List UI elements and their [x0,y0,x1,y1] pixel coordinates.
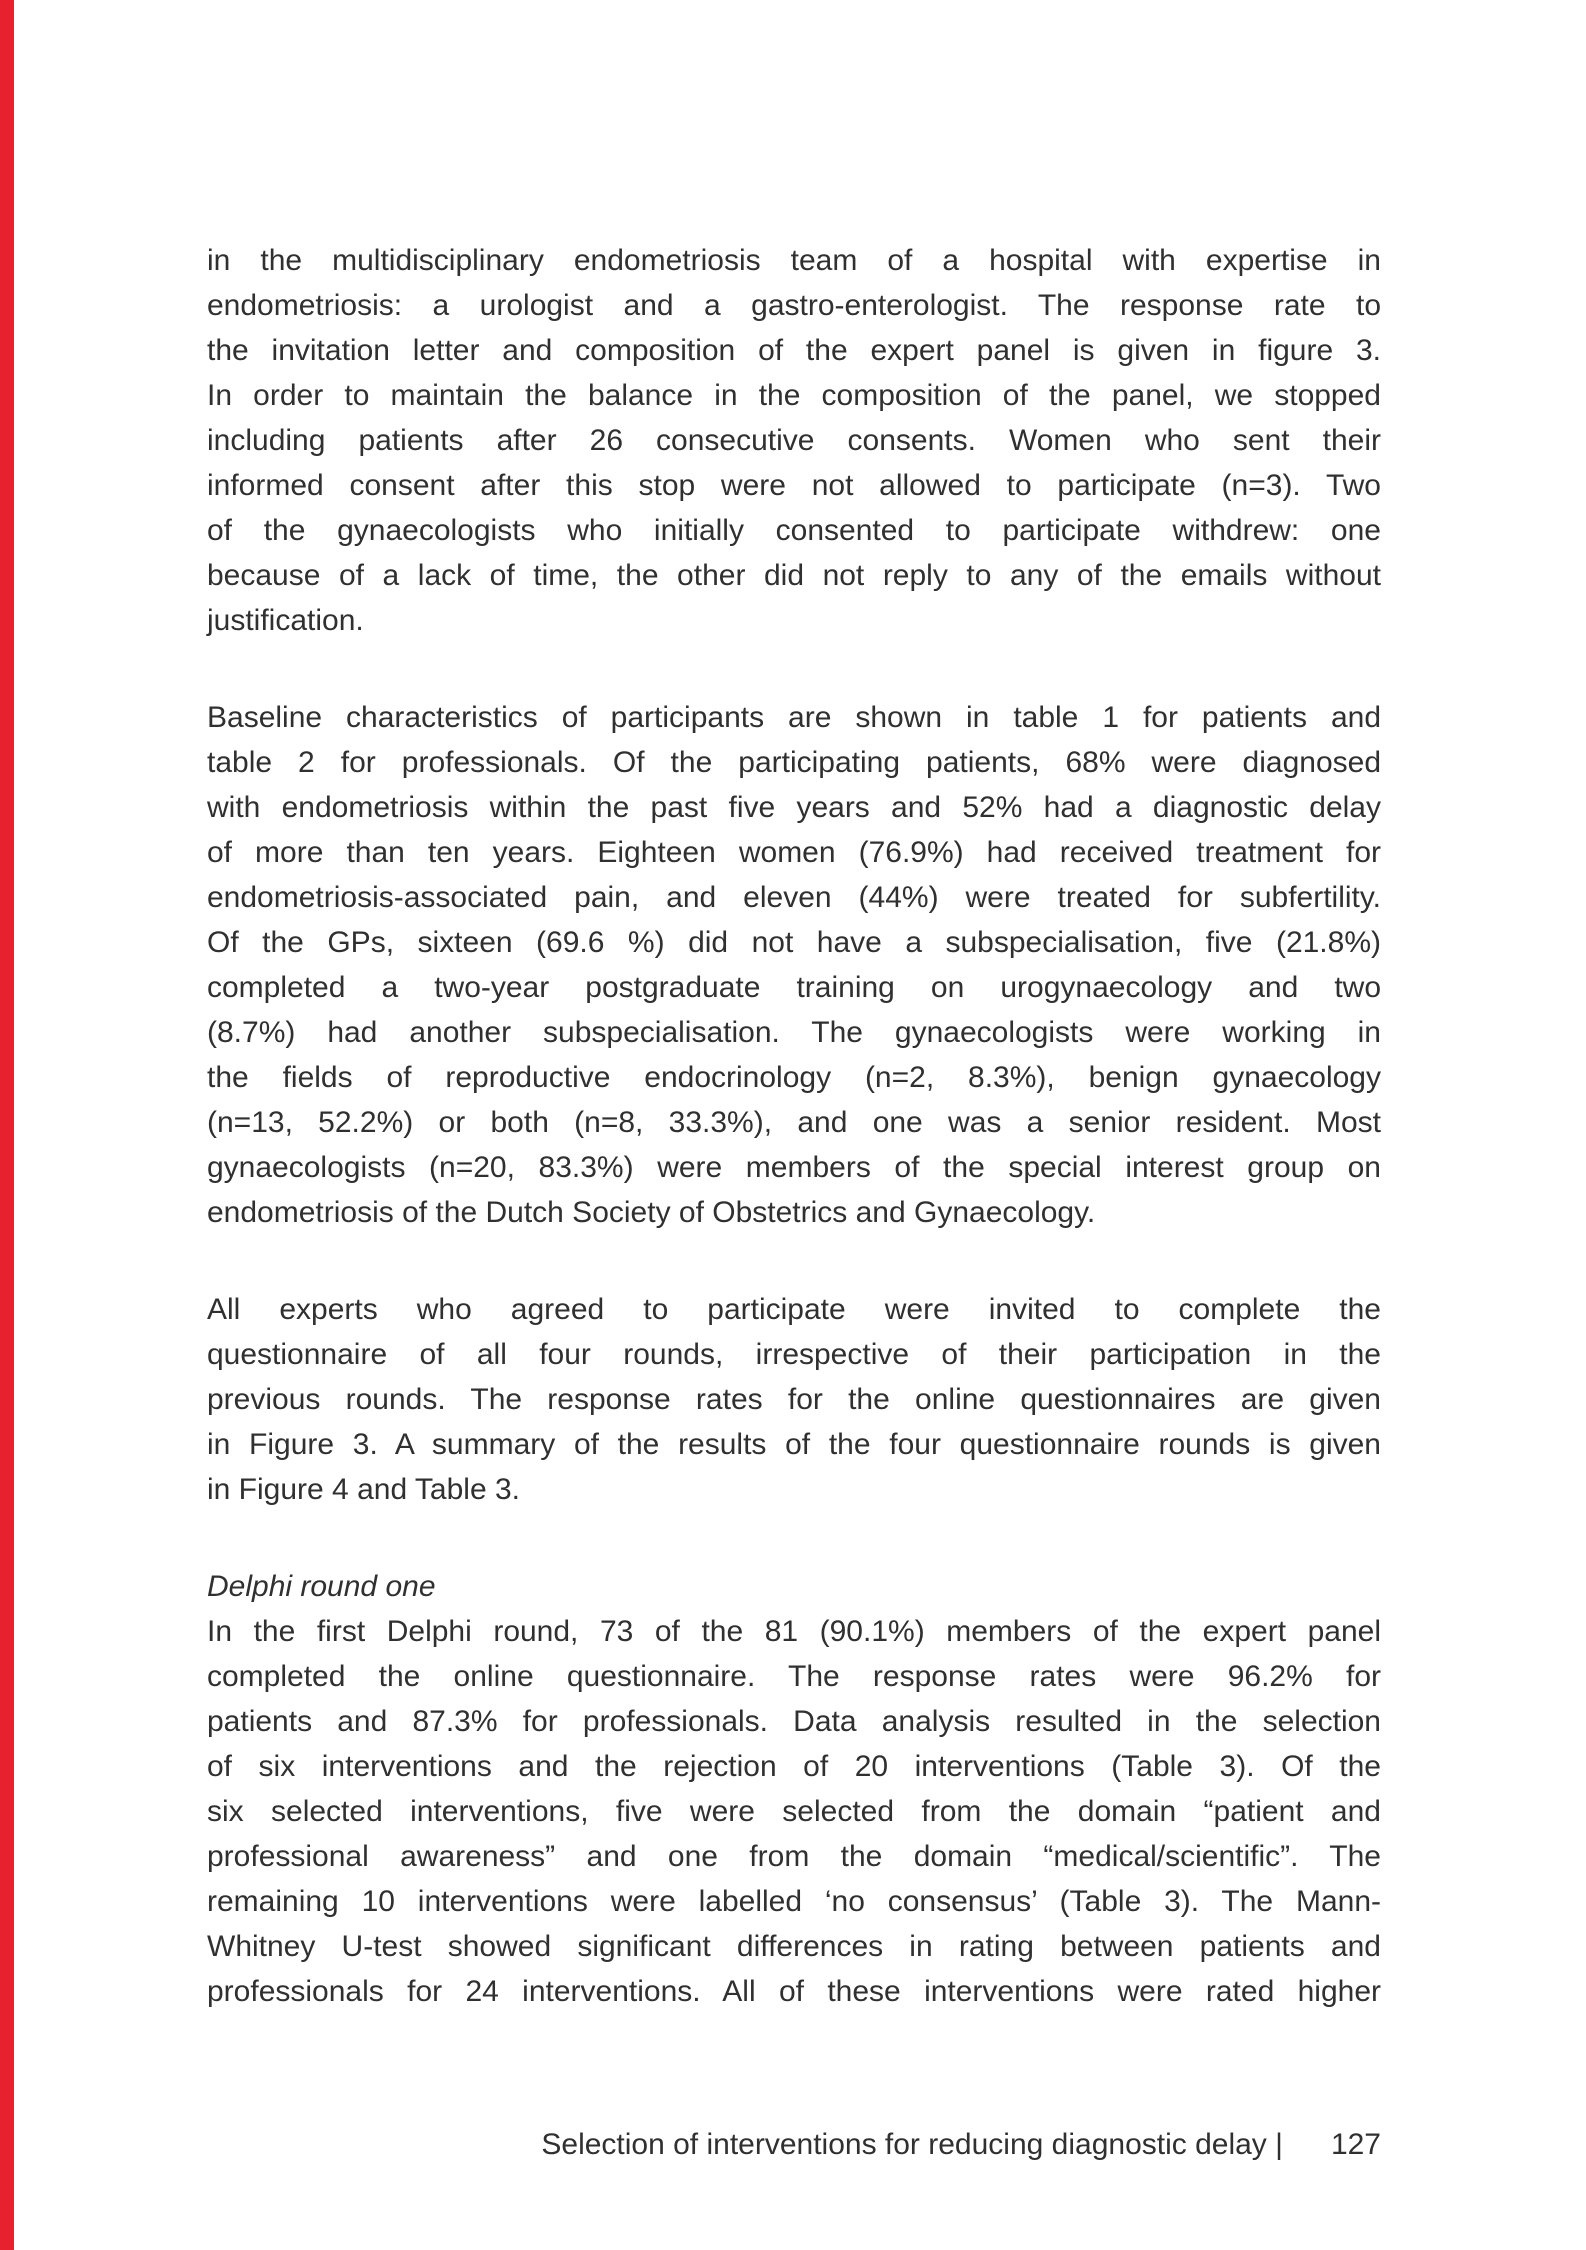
text-line: six selected interventions, five were selected from the domain “patient and [207,1795,1381,1828]
text-line: All experts who agreed to participate were invited to complete the [207,1293,1381,1326]
text-line: Whitney U-test showed significant differences in rating between patients and [207,1930,1381,1963]
text-line: of more than ten years. Eighteen women (76.9%) had received treatment for [207,836,1381,869]
text-line: justification. [207,604,364,637]
text-line: previous rounds. The response rates for the online questionnaires are given [207,1383,1381,1416]
text-line: in Figure 3. A summary of the results of the four questionnaire rounds is given [207,1428,1381,1461]
chapter-color-stripe [0,0,14,2250]
text-line: of six interventions and the rejection of 20 interventions (Table 3). Of the [207,1750,1381,1783]
text-line: in Figure 4 and Table 3. [207,1473,520,1506]
text-line: endometriosis of the Dutch Society of Obstetrics and Gynaecology. [207,1196,1096,1229]
paragraph-3 [207,1287,1381,1512]
text-line: in the multidisciplinary endometriosis team of a hospital with expertise in [207,244,1381,277]
text-line: the invitation letter and composition of the expert panel is given in figure 3. [207,334,1381,367]
text-line: because of a lack of time, the other did not reply to any of the emails without [207,559,1381,592]
paragraph-4 [207,1609,1381,2014]
text-line: In the first Delphi round, 73 of the 81 (90.1%) members of the expert panel [207,1615,1381,1648]
text-line: In order to maintain the balance in the composition of the panel, we stopped [207,379,1381,412]
text-line: (n=13, 52.2%) or both (n=8, 33.3%), and one was a senior resident. Most [207,1106,1381,1139]
text-line: remaining 10 interventions were labelled ‘no consensus’ (Table 3). The Mann- [207,1885,1381,1918]
running-title: Selection of interventions for reducing diagnostic delay | [541,2128,1283,2161]
text-line: professional awareness” and one from the domain “medical/scientific”. The [207,1840,1381,1873]
text-line: questionnaire of all four rounds, irrespective of their participation in the [207,1338,1381,1371]
text-line: professionals for 24 interventions. All of these interventions were rated higher [207,1975,1381,2008]
text-line: endometriosis: a urologist and a gastro-enterologist. The response rate to [207,289,1381,322]
text-line: patients and 87.3% for professionals. Data analysis resulted in the selection [207,1705,1381,1738]
text-line: of the gynaecologists who initially consented to participate withdrew: one [207,514,1381,547]
text-line: including patients after 26 consecutive consents. Women who sent their [207,424,1381,457]
text-line: table 2 for professionals. Of the participating patients, 68% were diagnosed [207,746,1381,779]
text-line: Delphi round one [207,1570,436,1603]
page-footer [207,2122,1381,2167]
text-line: endometriosis-associated pain, and eleven (44%) were treated for subfertility. [207,881,1381,914]
paragraph-1 [207,238,1381,643]
text-line: completed the online questionnaire. The response rates were 96.2% for [207,1660,1381,1693]
text-line: informed consent after this stop were not allowed to participate (n=3). Two [207,469,1381,502]
text-column [207,238,1381,2014]
text-line: Of the GPs, sixteen (69.6 %) did not have a subspecialisation, five (21.8%) [207,926,1381,959]
text-line: gynaecologists (n=20, 83.3%) were members of the special interest group on [207,1151,1381,1184]
paragraph-2 [207,695,1381,1235]
text-line: (8.7%) had another subspecialisation. The gynaecologists were working in [207,1016,1381,1049]
text-line: Baseline characteristics of participants are shown in table 1 for patients and [207,701,1381,734]
text-line: completed a two-year postgraduate training on urogynaecology and two [207,971,1381,1004]
page-number: 127 [1330,2128,1381,2161]
text-line: the fields of reproductive endocrinology (n=2, 8.3%), benign gynaecology [207,1061,1381,1094]
section-heading-delphi-round-one [207,1564,1381,1609]
text-line: with endometriosis within the past five years and 52% had a diagnostic delay [207,791,1381,824]
